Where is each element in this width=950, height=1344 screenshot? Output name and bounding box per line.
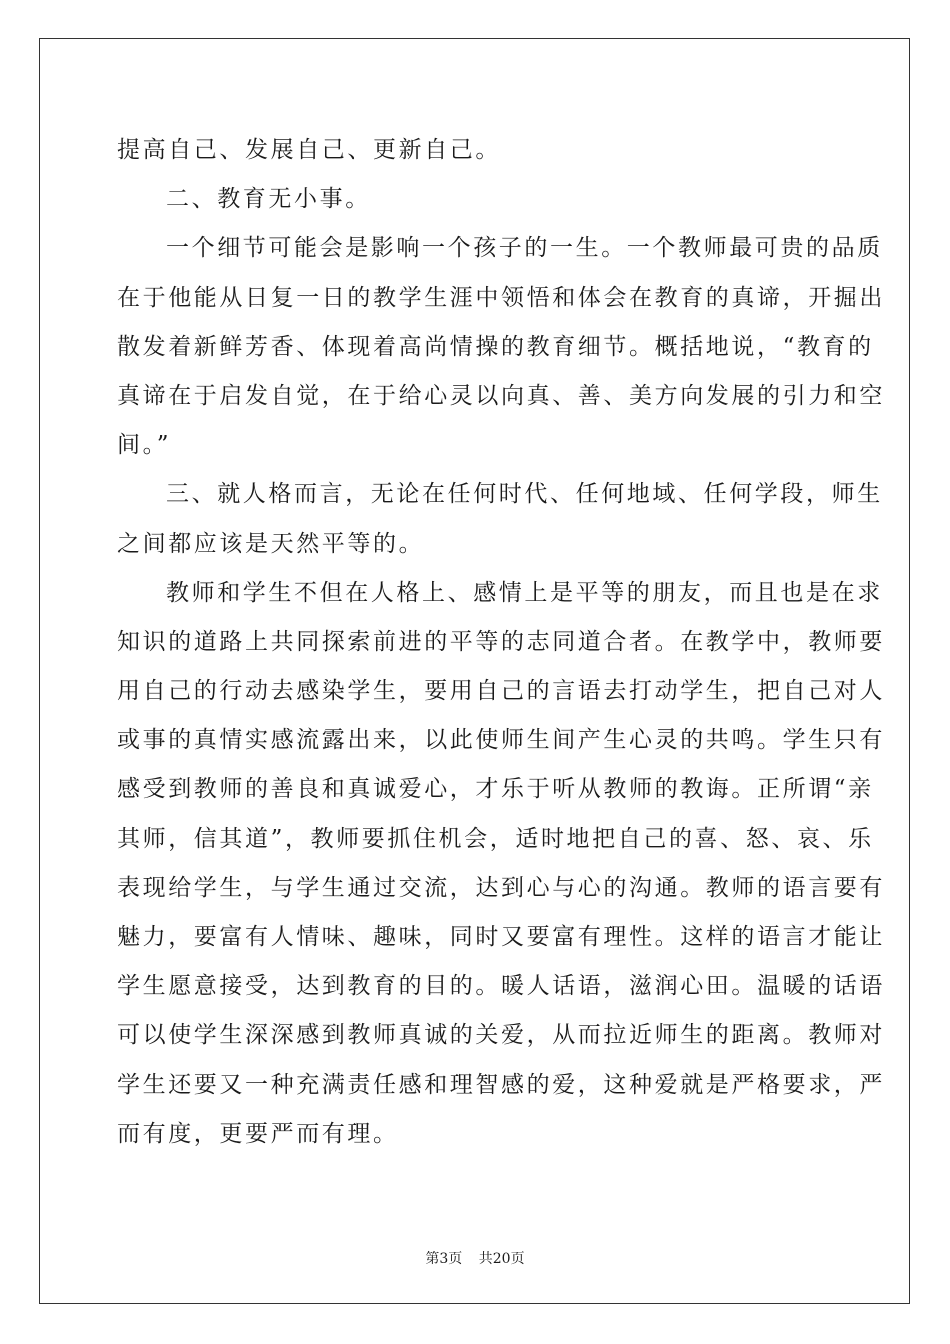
text-line: 三、就人格而言，无论在任何时代、任何地域、任何学段，师生 <box>166 481 883 508</box>
page-number: 第3页 <box>425 1251 463 1267</box>
text-line: 可以使学生深深感到教师真诚的关爱，从而拉近师生的距离。教师对 <box>117 1022 885 1049</box>
text-line: 提高自己、发展自己、更新自己。 <box>117 137 501 163</box>
text-line: 感受到教师的善良和真诚爱心，才乐于听从教师的教诲。正所谓“亲 <box>117 776 874 803</box>
text-line: 知识的道路上共同探索前进的平等的志同道合者。在教学中，教师要 <box>117 628 885 655</box>
document-body <box>117 126 885 1159</box>
text-line: 之间都应该是天然平等的。 <box>117 530 425 557</box>
text-line: 一个细节可能会是影响一个孩子的一生。一个教师最可贵的品质 <box>166 235 883 262</box>
text-line: 魅力，要富有人情味、趣味，同时又要富有理性。这样的语言才能让 <box>117 924 885 950</box>
text-line: 二、教育无小事。 <box>166 186 371 213</box>
text-line: 真谛在于启发自觉，在于给心灵以向真、善、美方向发展的引力和空 <box>117 382 885 409</box>
text-line: 其师，信其道”，教师要抓住机会，适时地把自己的喜、怒、哀、乐 <box>117 825 874 852</box>
text-line: 用自己的行动去感染学生，要用自己的言语去打动学生，把自己对人 <box>117 678 885 705</box>
page-total: 共20页 <box>478 1251 525 1267</box>
text-line: 而有度，更要严而有理。 <box>117 1120 399 1147</box>
text-line: 间。” <box>117 432 172 459</box>
text-line: 或事的真情实感流露出来，以此使师生间产生心灵的共鸣。学生只有 <box>117 727 885 754</box>
page-footer <box>0 1248 950 1268</box>
text-line: 教师和学生不但在人格上、感情上是平等的朋友，而且也是在求 <box>166 579 883 606</box>
text-line: 表现给学生，与学生通过交流，达到心与心的沟通。教师的语言要有 <box>117 874 885 901</box>
text-line: 散发着新鲜芳香、体现着高尚情操的教育细节。概括地说，“教育的 <box>117 333 874 360</box>
text-line: 学生愿意接受，达到教育的目的。暖人话语，滋润心田。温暖的话语 <box>117 973 885 1000</box>
text-line: 在于他能从日复一日的教学生涯中领悟和体会在教育的真谛，开掘出 <box>117 284 885 311</box>
text-line: 学生还要又一种充满责任感和理智感的爱，这种爱就是严格要求，严 <box>117 1071 885 1098</box>
